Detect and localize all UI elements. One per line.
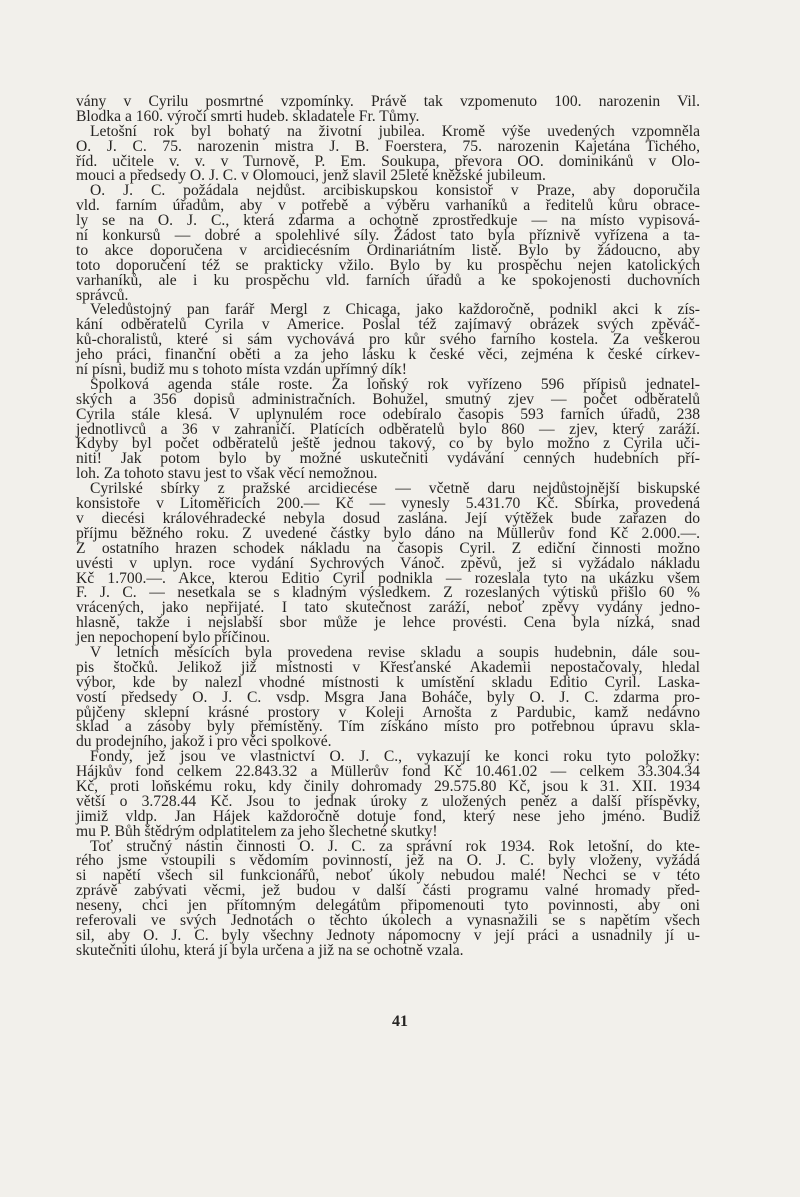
text-line: Kč, proti loňskému roku, kdy činily dohromady 29.575.80 Kč, jsou k 31. XII. 1934: [76, 777, 700, 795]
text-line: jednotlivců a 36 v zahraničí. Platících odběratelů bylo 860 — zjev, který zaráží.: [76, 420, 700, 438]
text-line: vrácených, jako nepřijaté. I tato skutečnost zaráží, neboť zpěvy vydány jedno-: [76, 599, 700, 617]
text-line: Fondy, jež jsou ve vlastnictví O. J. C., vykazují ke konci roku tyto položky:: [90, 748, 700, 766]
text-line: půjčeny sklepní krásné prostory v Koleji Arnošta z Pardubic, kamž nedávno: [76, 703, 700, 721]
text-line: výbor, kde by nalezl vhodné místnosti k umístění skladu Editio Cyril. Laska-: [76, 673, 700, 691]
text-line: ní konkursů — dobré a spolehlivé síly. Žádost tato byla příznivě vyřízena a ta-: [76, 227, 700, 245]
text-line: O. J. C. 75. narozenin mistra J. B. Foerstera, 75. narozenin Kajetána Tichého,: [76, 137, 700, 155]
text-line: Z ostatního hrazen schodek nákladu na časopis Cyril. Z ediční činnosti možno: [76, 539, 700, 557]
text-line: konsistoře v Litoměřicích 200.— Kč — vynesly 5.431.70 Kč. Sbírka, provedená: [76, 495, 700, 513]
text-line: hlasně, takže i nejslabší sbor může je lehce provésti. Cena byla nízká, snad: [76, 614, 700, 632]
text-line: Veledůstojný pan farář Mergl z Chicaga, jako každoročně, podnikl akci k zís-: [90, 301, 700, 319]
text-line: ly se na O. J. C., která zdarma a ochotně zprostředkuje — na místo vypisová-: [76, 212, 700, 230]
text-line: Spolková agenda stále roste. Za loňský rok vyřízeno 596 přípisů jednatel-: [90, 375, 700, 393]
text-line: du prodejního, jakož i pro věci spolkové.: [76, 733, 332, 751]
text-line: toto doporučení též se prakticky vžilo. Bylo by ku prospěchu nejen katolických: [76, 256, 700, 274]
text-line: Toť stručný nástin činnosti O. J. C. za správní rok 1934. Rok letošní, do kte-: [90, 837, 700, 855]
text-line: ní písni, budiž mu s tohoto místa vzdán upřímný dík!: [76, 361, 407, 379]
text-line: Blodka a 160. výročí smrti hudeb. skladatele Fr. Tůmy.: [76, 107, 420, 125]
text-line: mouci a předsedy O. J. C. v Olomouci, jenž slavil 25leté kněžské jubileum.: [76, 167, 546, 185]
text-line: příjmu běžného roku. Z uvedené částky bylo dáno na Müllerův fond Kč 2.000.—.: [76, 524, 700, 542]
text-line: si napětí všech sil funkcionářů, neboť úkoly nebudou malé! Nechci se v této: [76, 867, 700, 885]
text-line: zprávě zabývati věcmi, jež budou v další části programu valné hromady před-: [76, 882, 700, 900]
text-line: Kdyby byl počet odběratelů ještě jednou takový, co by bylo možno z Cyrila uči-: [76, 435, 700, 453]
text-line: uvésti v uplyn. roce vydání Sychrových Vánoč. zpěvů, jež si vyžádalo nákladu: [76, 554, 700, 572]
text-line: správců.: [76, 286, 129, 304]
text-line: sklad a zásoby byly přemístěny. Tím získáno místo pro potřebnou úpravu skla-: [76, 718, 700, 736]
text-line: loh. Za tohoto stavu jest to však věcí nemožnou.: [76, 465, 378, 483]
text-line: sil, aby O. J. C. byly všechny Jednoty nápomocny v její práci a usnadnily jí u-: [76, 926, 700, 944]
text-line: říd. učitele v. v. v Turnově, P. Em. Soukupa, převora OO. dominikánů v Olo-: [76, 152, 700, 170]
document-body: [76, 95, 700, 959]
text-line: Kč 1.700.—. Akce, kterou Editio Cyril podnikla — rozeslala tyto na ukázku všem: [76, 569, 700, 587]
text-line: Hájkův fond celkem 22.843.32 a Müllerův fond Kč 10.461.02 — celkem 33.304.34: [76, 763, 700, 781]
text-line: Letošní rok byl bohatý na životní jubilea. Kromě výše uvedených vzpomněla: [90, 122, 700, 140]
text-line: jen nepochopení bylo příčinou.: [76, 629, 271, 647]
text-line: kání odběratelů Cyrila v Americe. Poslal též zajímavý obrázek svých zpěváč-: [76, 316, 700, 334]
text-line: jeho práci, finanční oběti a za jeho lásku k české věci, zejména k české církev-: [76, 346, 700, 364]
text-line: Cyrilské sbírky z pražské arcidiecése — včetně daru nejdůstojnější biskupské: [90, 480, 700, 498]
text-line: O. J. C. požádala nejdůst. arcibiskupskou konsistoř v Praze, aby doporučila: [90, 182, 700, 200]
text-line: ských a 356 dopisů administračních. Bohužel, smutný zjev — počet odběratelů: [76, 390, 700, 408]
text-line: neseny, chci jen přítomným delegátům připomenouti tyto povinnosti, aby oni: [76, 897, 700, 915]
text-line: Cyrila stále klesá. V uplynulém roce odebíralo časopis 593 farních úřadů, 238: [76, 405, 700, 423]
text-line: jimiž vldp. Jan Hájek každoročně dotuje fond, který nese jeho jméno. Budiž: [76, 807, 700, 825]
text-line: rého jsme vstoupili s vědomím povinností, jež na O. J. C. byly vloženy, vyžádá: [76, 852, 700, 870]
text-line: F. J. C. — nesetkala se s kladným výsledkem. Z rozeslaných výtisků přišlo 60 %: [76, 584, 700, 602]
text-line: varhaníků, ale i ku prospěchu vld. farních úřadů a ke spokojenosti duchovních: [76, 271, 700, 289]
text-line: skutečniti úlohu, která jí byla určena a již na se ochotně vzala.: [76, 941, 464, 959]
text-line: mu P. Bůh štědrým odplatitelem za jeho šlechetné skutky!: [76, 822, 438, 840]
text-line: pis štočků. Jelikož již místnosti v Křesťanské Akademii nepostačovaly, hledal: [76, 658, 700, 676]
text-line: vld. farním úřadům, aby v potřebě a výběru varhaníků a ředitelů kůru obrace-: [76, 197, 700, 215]
page-number: 41: [392, 1013, 408, 1030]
text-line: niti! Jak potom bylo by možné uskutečniti vydávání cenných hudebních pří-: [76, 450, 700, 468]
text-line: V letních měsících byla provedena revise skladu a soupis hudebnin, dále sou-: [90, 643, 700, 661]
text-line: to akce doporučena v arcidiecésním Ordinariátním listě. Bylo by žádoucno, aby: [76, 241, 700, 259]
text-line: větší o 3.728.44 Kč. Jsou to jednak úroky z uložených peněz a další příspěvky,: [76, 792, 700, 810]
text-line: v diecési královéhradecké nebyla dosud zaslána. Její výtěžek bude zařazen do: [76, 509, 700, 527]
text-line: vány v Cyrilu posmrtné vzpomínky. Právě tak vzpomenuto 100. narozenin Vil.: [76, 93, 700, 110]
text-line: vostí předsedy O. J. C. vsdp. Msgra Jana Boháče, byly O. J. C. zdarma pro-: [76, 688, 700, 706]
text-line: referovali ve svých Jednotách o těchto úkolech a vynasnažili se s napětím všech: [76, 911, 700, 929]
text-line: ků-choralistů, které si sám vychovává pro kůr svého farního kostela. Za veškerou: [76, 331, 700, 349]
